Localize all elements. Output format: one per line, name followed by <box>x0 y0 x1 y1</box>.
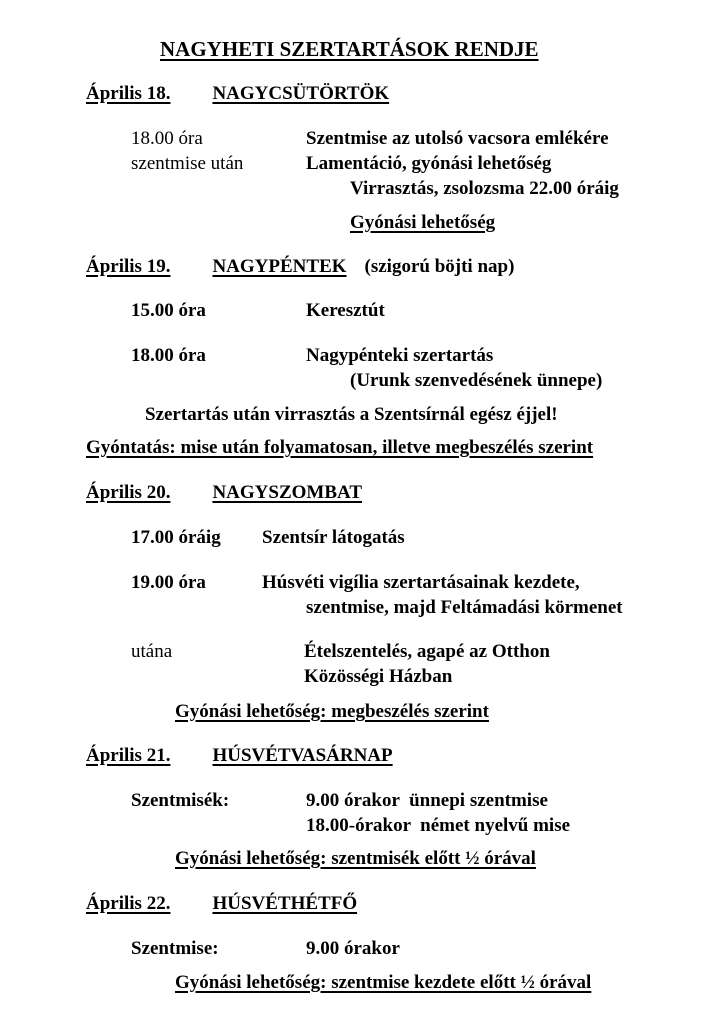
schedule-text-cont: Virrasztás, zsolozsma 22.00 óráig <box>350 178 619 199</box>
day-extra: (szigorú böjti nap) <box>364 256 515 277</box>
day-name: HÚSVÉTVASÁRNAP <box>212 745 393 766</box>
schedule-text: Szentsír látogatás <box>262 527 405 548</box>
schedule-time: 18.00 óra <box>131 128 203 149</box>
day-heading <box>86 893 357 915</box>
schedule-text: Lamentáció, gyónási lehetőség <box>306 153 552 174</box>
confession-note: Gyónási lehetőség: megbeszélés szerint <box>175 701 489 722</box>
day-heading <box>86 745 393 767</box>
page-title: NAGYHETI SZERTARTÁSOK RENDJE <box>160 37 539 61</box>
schedule-text: 9.00 órakor ünnepi szentmise <box>306 790 548 811</box>
schedule-text-cont: Közösségi Házban <box>304 666 453 687</box>
day-heading <box>86 83 389 105</box>
day-date: Április 20. <box>86 482 171 503</box>
schedule-text-cont: (Urunk szenvedésének ünnepe) <box>350 370 603 391</box>
schedule-time: 17.00 óráig <box>131 527 221 548</box>
day-name: NAGYSZOMBAT <box>212 482 363 503</box>
day-date: Április 21. <box>86 745 171 766</box>
day-date: Április 22. <box>86 893 171 914</box>
schedule-text-cont: szentmise, majd Feltámadási körmenet <box>306 597 623 618</box>
confession-note: Gyóntatás: mise után folyamatosan, illetve megbeszélés szerint <box>86 437 594 458</box>
day-heading <box>86 482 362 504</box>
schedule-text: Nagypénteki szertartás <box>306 345 494 366</box>
day-name: HÚSVÉTHÉTFŐ <box>212 893 358 914</box>
day-date: Április 18. <box>86 83 171 104</box>
schedule-time: Szentmisék: <box>131 790 230 811</box>
day-heading <box>86 256 514 278</box>
day-name: NAGYPÉNTEK <box>212 256 347 277</box>
vigil-notice: Szertartás után virrasztás a Szentsírnál egész éjjel! <box>145 404 558 425</box>
schedule-text: Szentmise az utolsó vacsora emlékére <box>306 128 609 149</box>
day-date: Április 19. <box>86 256 171 277</box>
schedule-text-cont: 18.00-órakor német nyelvű mise <box>306 815 571 836</box>
day-name: NAGYCSÜTÖRTÖK <box>212 83 390 104</box>
schedule-time: szentmise után <box>131 153 244 174</box>
schedule-text: 9.00 órakor <box>306 938 400 959</box>
confession-note: Gyónási lehetőség: szentmise kezdete előtt ½ órával <box>175 972 592 993</box>
confession-note: Gyónási lehetőség <box>350 212 496 233</box>
schedule-time: 19.00 óra <box>131 572 206 593</box>
schedule-time: 18.00 óra <box>131 345 206 366</box>
schedule-text: Húsvéti vigília szertartásainak kezdete, <box>262 572 580 593</box>
schedule-time: Szentmise: <box>131 938 219 959</box>
schedule-text: Keresztút <box>306 300 385 321</box>
schedule-time: utána <box>131 641 173 662</box>
schedule-text: Ételszentelés, agapé az Otthon <box>304 641 550 662</box>
confession-note: Gyónási lehetőség: szentmisék előtt ½ órával <box>175 848 536 869</box>
schedule-time: 15.00 óra <box>131 300 206 321</box>
